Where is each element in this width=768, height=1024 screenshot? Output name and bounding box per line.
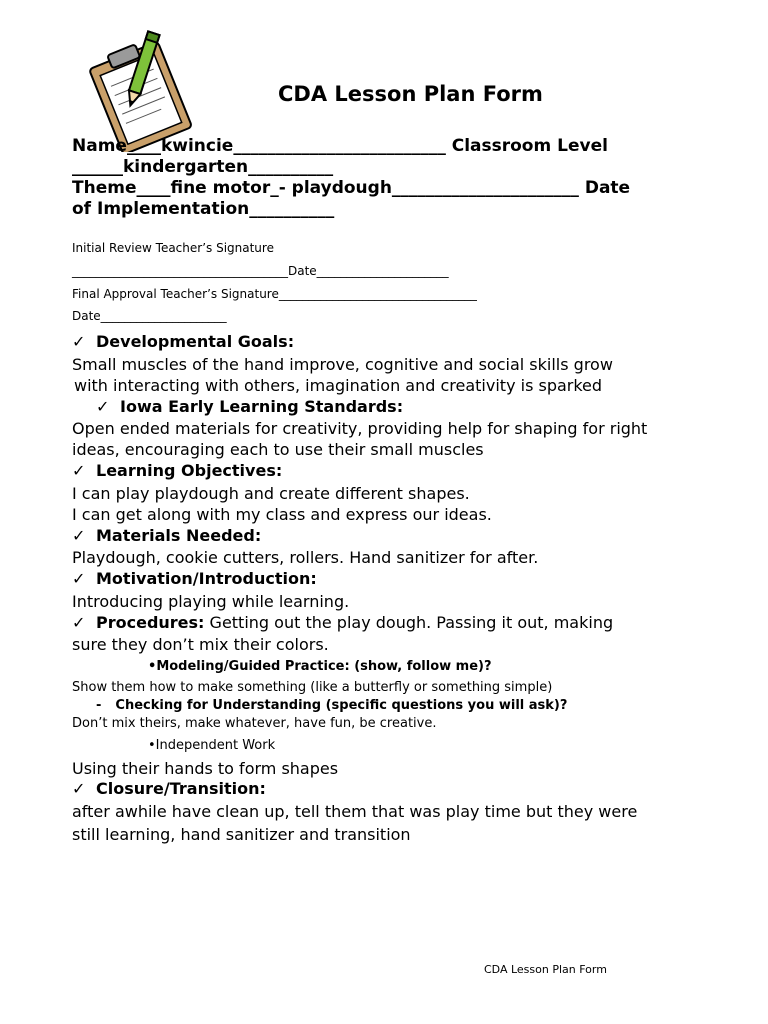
check-icon: ✓ [72,526,86,545]
bullet-icon: • [148,659,157,674]
materials-needed-text: Playdough, cookie cutters, rollers. Hand sanitizer for after. [72,548,539,567]
procedures-heading: Procedures: [96,613,205,632]
procedures-line [72,613,613,632]
bullet-icon: • [148,738,156,753]
closure-heading: ✓ Closure/Transition: [72,779,266,798]
learning-objectives-text: I can play playdough and create different shapes. [72,484,470,503]
learning-objectives-text: I can get along with my class and express our ideas. [72,505,492,524]
iowa-standards-text: Open ended materials for creativity, providing help for shaping for right [72,419,648,438]
implementation-line: of Implementation__________ [72,199,335,219]
page-footer: CDA Lesson Plan Form [484,963,607,976]
classroom-level-line: ______kindergarten__________ [72,157,334,177]
check-icon: ✓ [96,397,110,416]
motivation-text: Introducing playing while learning. [72,592,350,611]
dash-icon: - [96,698,102,713]
learning-objectives-heading: ✓ Learning Objectives: [72,461,283,480]
check-icon: ✓ [72,569,86,588]
independent-work-heading: •Independent Work [148,738,276,753]
final-approval-date-line: Date_____________________ [72,309,227,323]
developmental-goals-heading: ✓ Developmental Goals: [72,332,295,351]
iowa-standards-heading: ✓ Iowa Early Learning Standards: [96,397,404,416]
iowa-standards-text: ideas, encouraging each to use their small muscles [72,440,484,459]
theme-date-line: Theme____fine motor_- playdough______________________ Date [72,178,631,198]
initial-review-label: Initial Review Teacher’s Signature [72,241,274,255]
closure-text: after awhile have clean up, tell them that was play time but they were [72,802,638,821]
check-icon: ✓ [72,613,86,632]
final-approval-label: Final Approval Teacher’s Signature_________________________________ [72,287,477,301]
check-icon: ✓ [72,332,86,351]
clipboard-icon [84,30,196,152]
name-classroom-line: Name____kwincie_________________________ Classroom Level [72,136,608,156]
checking-understanding-heading: - Checking for Understanding (specific questions you will ask)? [96,698,568,713]
checking-understanding-text: Don’t mix theirs, make whatever, have fun, be creative. [72,716,437,731]
page-title: CDA Lesson Plan Form [278,82,543,106]
check-icon: ✓ [72,779,86,798]
modeling-heading: •Modeling/Guided Practice: (show, follow me)? [148,659,492,674]
developmental-goals-text: Small muscles of the hand improve, cognitive and social skills grow [72,355,613,374]
check-icon: ✓ [72,461,86,480]
procedures-text: sure they don’t mix their colors. [72,635,329,654]
closure-text: still learning, hand sanitizer and transition [72,825,411,844]
independent-work-text: Using their hands to form shapes [72,759,339,778]
procedures-text: Getting out the play dough. Passing it out, making [204,613,614,632]
modeling-text: Show them how to make something (like a butterfly or something simple) [72,680,553,695]
initial-review-signature-line: ____________________________________Date______________________ [72,264,449,278]
materials-needed-heading: ✓ Materials Needed: [72,526,262,545]
developmental-goals-text: with interacting with others, imagination and creativity is sparked [74,376,603,395]
motivation-heading: ✓ Motivation/Introduction: [72,569,317,588]
